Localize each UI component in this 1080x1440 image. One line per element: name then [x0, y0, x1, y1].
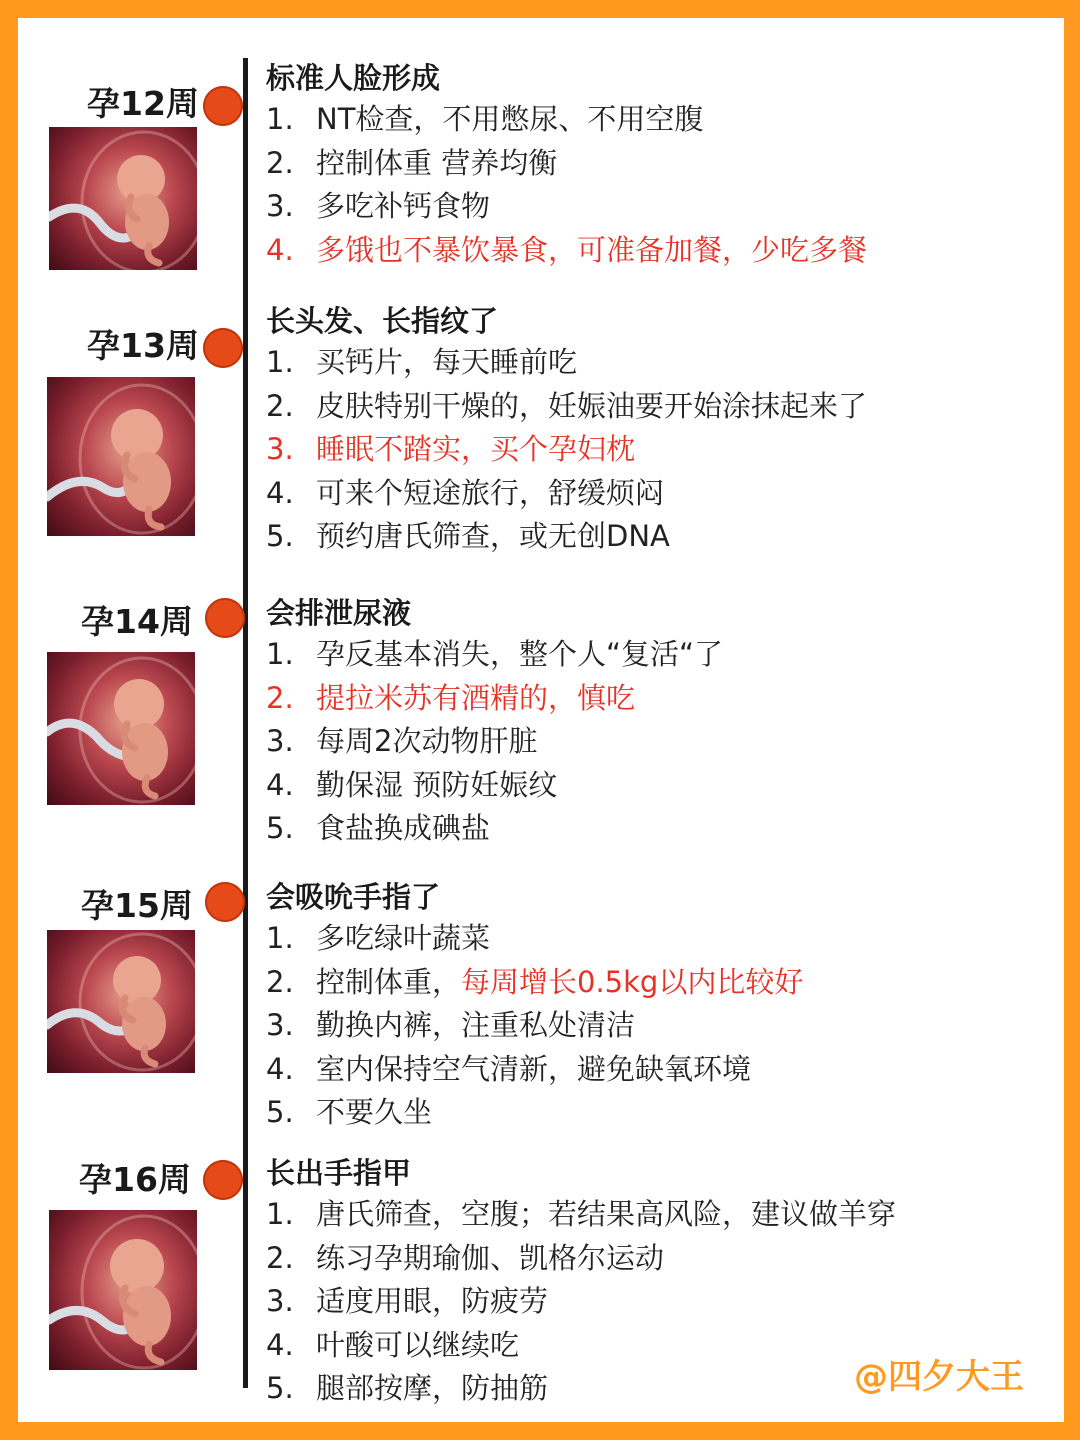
list-item: 1. NT检查，不用憋尿、不用空腹 [266, 102, 704, 136]
week-block [266, 593, 1046, 851]
week-title: 长头发、长指纹了 [266, 304, 499, 338]
list-item: 5. 食盐换成碘盐 [266, 811, 491, 846]
timeline-dot [205, 882, 245, 922]
list-item: 5. 腿部按摩，防抽筋 [266, 1371, 549, 1406]
list-item: 3. 勤换内裤，注重私处清洁 [266, 1008, 636, 1043]
list-item: 1. 买钙片，每天睡前吃 [266, 345, 578, 379]
list-item: 4. 勤保湿 预防妊娠纹 [266, 767, 558, 802]
list-item: 2. 皮肤特别干燥的，妊娠油要开始涂抹起来了 [266, 388, 868, 423]
list-item-highlight: 4. 多饿也不暴饮暴食，可准备加餐，少吃多餐 [266, 232, 868, 267]
fetus-icon [49, 127, 197, 270]
week-label: 孕15周 [81, 886, 193, 925]
week-block [266, 58, 1046, 272]
fetus-image [49, 1210, 197, 1370]
list-item: 3. 每周2次动物肝脏 [266, 724, 538, 759]
week-label: 孕12周 [87, 84, 199, 123]
week-block [266, 301, 1046, 559]
fetus-icon [49, 1210, 197, 1370]
list-item: 4. 可来个短途旅行，舒缓烦闷 [266, 475, 665, 510]
fetus-image [47, 652, 195, 805]
list-item: 1. 孕反基本消失，整个人“复活“了 [266, 637, 724, 671]
list-item: 2. 练习孕期瑜伽、凯格尔运动 [266, 1240, 665, 1275]
list-item: 3. 适度用眼，防疲劳 [266, 1284, 549, 1319]
list-item: 5. 预约唐氏筛查，或无创DNA [266, 519, 670, 554]
timeline-dot [203, 1160, 243, 1200]
fetus-image [49, 127, 197, 270]
list-item: 4. 室内保持空气清新，避免缺氧环境 [266, 1051, 752, 1086]
timeline-dot [203, 328, 243, 368]
timeline-dot [203, 86, 243, 126]
week-title: 会吸吮手指了 [266, 880, 441, 914]
list-item: 2. 控制体重，每周增长0.5kg以内比较好 [266, 964, 804, 999]
list-item: 1. 唐氏筛查，空腹；若结果高风险，建议做羊穿 [266, 1197, 897, 1231]
fetus-image [47, 930, 195, 1073]
list-item: 2. 控制体重 营养均衡 [266, 145, 558, 180]
fetus-icon [47, 652, 195, 805]
author-signature: @四夕大王 [854, 1357, 1024, 1397]
highlight-text: 每周增长0.5kg以内比较好 [461, 964, 804, 999]
week-title: 长出手指甲 [266, 1156, 412, 1190]
list-item: 4. 叶酸可以继续吃 [266, 1327, 520, 1362]
week-label: 孕16周 [79, 1160, 191, 1199]
timeline-dot [205, 598, 245, 638]
week-title: 会排泄尿液 [266, 596, 412, 630]
fetus-icon [47, 377, 195, 536]
list-item: 3. 多吃补钙食物 [266, 189, 491, 224]
week-label: 孕13周 [87, 326, 199, 365]
list-item-highlight: 2. 提拉米苏有酒精的，慎吃 [266, 680, 636, 715]
list-item-highlight: 3. 睡眠不踏实，买个孕妇枕 [266, 432, 636, 467]
fetus-icon [47, 930, 195, 1073]
fetus-image [47, 377, 195, 536]
list-item: 1. 多吃绿叶蔬菜 [266, 921, 491, 955]
list-item: 5. 不要久坐 [266, 1095, 433, 1130]
week-label: 孕14周 [81, 602, 193, 641]
week-block [266, 877, 1046, 1135]
week-title: 标准人脸形成 [266, 61, 441, 95]
timeline-line [243, 58, 248, 1388]
page [18, 18, 1064, 1422]
